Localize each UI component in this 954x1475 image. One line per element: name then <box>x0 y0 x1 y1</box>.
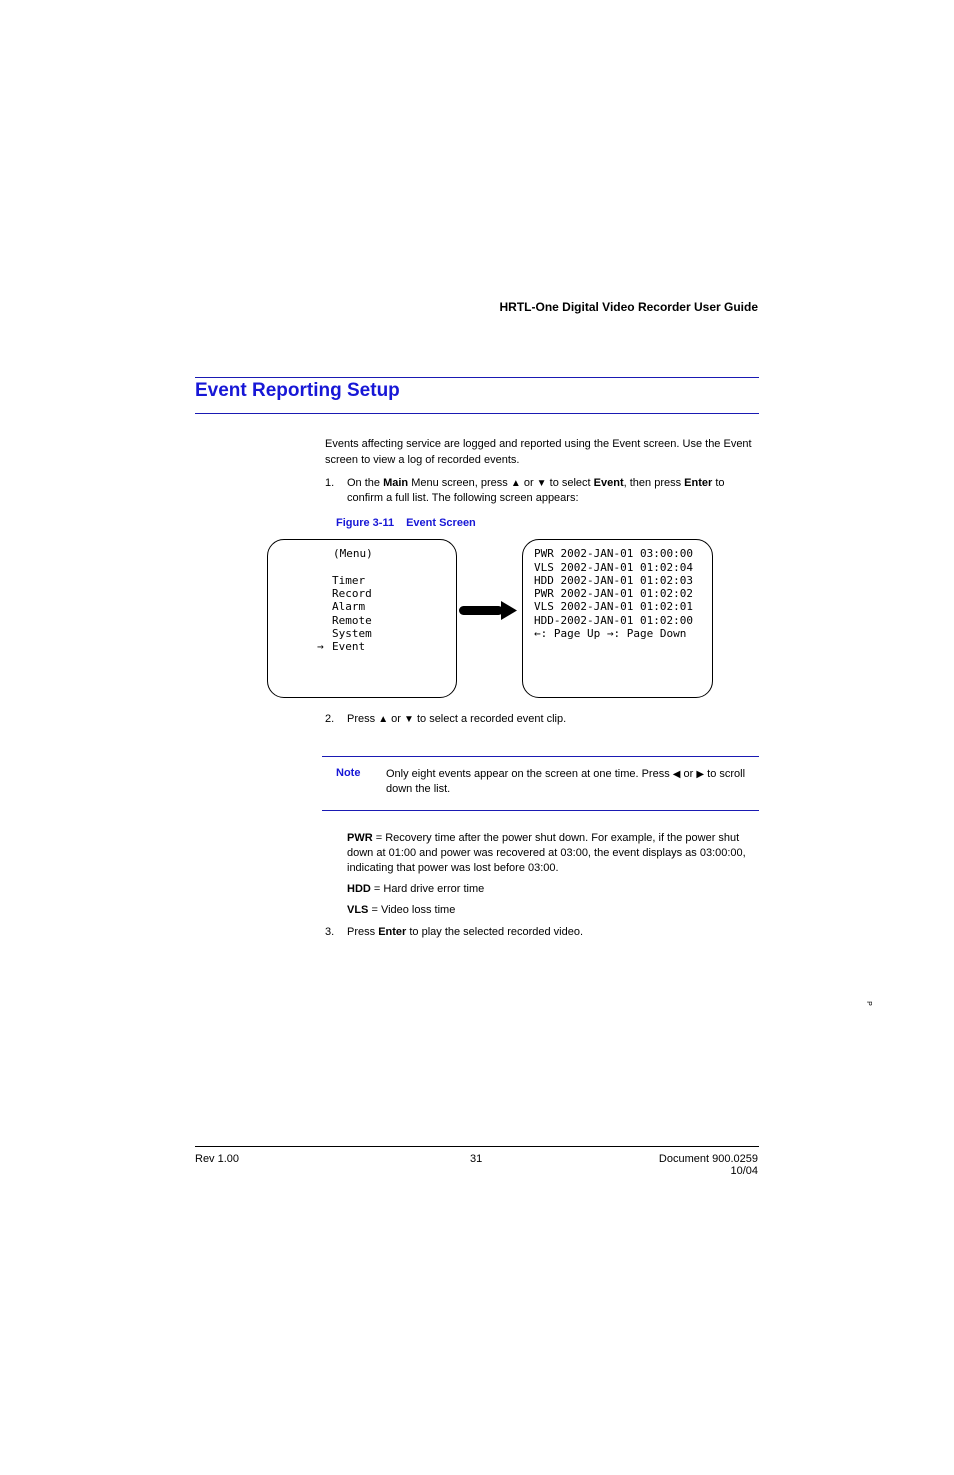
definition-pwr: PWR = Recovery time after the power shut down. For example, if the power shut down at 01:00 and power was recovered at 03:00, the event displays as 03:00:00, indicating that power was lost before 03:00. <box>347 832 746 874</box>
left-arrow-icon: ◀ <box>672 769 681 780</box>
step-number: 3. <box>325 926 335 938</box>
menu-item-timer: Timer <box>332 574 366 587</box>
note-label: Note <box>336 767 361 779</box>
menu-item-alarm: Alarm <box>332 600 366 613</box>
footer-rule <box>195 1146 759 1147</box>
up-arrow-icon: ▲ <box>510 478 521 489</box>
step-2 <box>325 712 757 728</box>
event-line: PWR 2002-JAN-01 01:02:02 <box>534 587 693 600</box>
enter-key-term: Enter <box>684 477 713 489</box>
section-top-rule <box>195 377 759 378</box>
step-text: On the Main Menu screen, press ▲ or ▼ to select Event, then press Enter to confirm a full list. The following screen appears: <box>347 477 725 504</box>
menu-item-record: Record <box>332 587 372 600</box>
down-arrow-icon: ▼ <box>536 478 547 489</box>
footer-document <box>659 1153 758 1177</box>
main-menu-term: Main <box>383 477 409 489</box>
note-top-rule <box>322 756 759 757</box>
event-line: HDD 2002-JAN-01 01:02:03 <box>534 574 693 587</box>
note-bottom-rule <box>322 810 759 811</box>
footer-revision: Rev 1.00 <box>195 1153 240 1165</box>
footer-page-number: 31 <box>470 1153 483 1165</box>
figure-title: Event Screen <box>406 517 476 529</box>
step-text: Press ▲ or ▼ to select a recorded event clip. <box>347 713 567 725</box>
page-nav-hint: ←: Page Up →: Page Down <box>534 627 687 640</box>
step-number: 1. <box>325 477 335 489</box>
section-title: Event Reporting Setup <box>195 380 400 401</box>
section-bottom-rule <box>195 413 759 414</box>
figure-label: Figure 3-11 <box>336 517 395 529</box>
footer-date: 10/04 <box>730 1165 758 1177</box>
transition-arrow-icon <box>457 598 521 624</box>
event-screen <box>522 539 713 698</box>
step-number: 2. <box>325 713 335 725</box>
event-line: HDD-2002-JAN-01 01:02:00 <box>534 614 693 627</box>
event-term: Event <box>593 477 624 489</box>
menu-item-remote: Remote <box>332 614 372 627</box>
event-line: PWR 2002-JAN-01 03:00:00 <box>534 547 693 560</box>
definition-term: VLS <box>347 904 369 916</box>
menu-selector-arrow-icon: → <box>317 640 324 653</box>
menu-item-system: System <box>332 627 372 640</box>
menu-title: (Menu) <box>333 547 373 560</box>
down-arrow-icon: ▼ <box>404 714 414 725</box>
enter-key-term: Enter <box>378 926 407 938</box>
note-text: Only eight events appear on the screen at one time. Press ◀ or ▶ to scroll down the list. <box>386 768 746 795</box>
event-line: VLS 2002-JAN-01 01:02:01 <box>534 600 693 613</box>
side-mark: P <box>864 1001 872 1006</box>
right-arrow-icon: ▶ <box>696 769 705 780</box>
menu-item-event: Event <box>332 640 366 653</box>
definition-term: PWR <box>347 832 373 844</box>
figure-caption <box>336 517 476 529</box>
definition-hdd: HDD = Hard drive error time <box>347 883 485 895</box>
footer-document-number: Document 900.0259 <box>658 1153 758 1165</box>
running-header: HRTL-One Digital Video Recorder User Guide <box>499 300 758 314</box>
definition-vls: VLS = Video loss time <box>347 904 456 916</box>
definition-term: HDD <box>347 883 371 895</box>
step-text: Press Enter to play the selected recorded video. <box>347 926 584 938</box>
menu-screen <box>267 539 457 698</box>
step-3 <box>325 925 757 941</box>
up-arrow-icon: ▲ <box>378 714 389 725</box>
event-line: VLS 2002-JAN-01 01:02:04 <box>534 561 693 574</box>
intro-paragraph: Events affecting service are logged and reported using the Event screen. Use the Event screen to view a log of recorded events. <box>325 438 752 466</box>
step-1 <box>325 476 757 506</box>
